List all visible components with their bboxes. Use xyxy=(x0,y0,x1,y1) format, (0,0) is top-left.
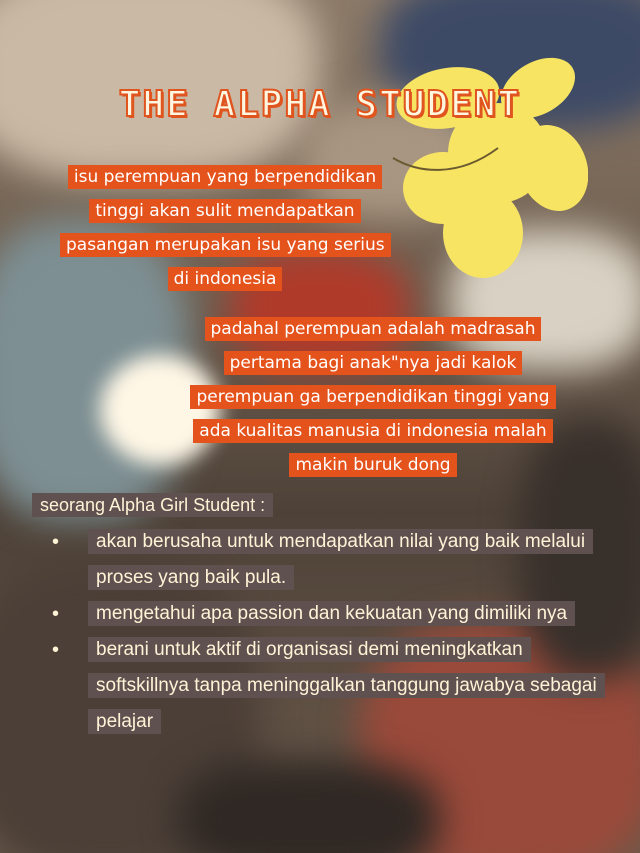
bg-blob xyxy=(180,760,440,853)
list-item-text: berani untuk aktif di organisasi demi meningkatkan softskillnya tanpa meninggalkan tanggung jawabya sebagai pelajar xyxy=(88,637,605,734)
page-title: THE ALPHA STUDENT xyxy=(118,84,522,125)
traits-list xyxy=(42,524,602,740)
list-item xyxy=(42,632,602,740)
argument-text: padahal perempuan adalah madrasah pertama bagi anak"nya jadi kalok perempuan ga berpendidikan tinggi yang ada kualitas manusia di indonesia malah makin buruk dong xyxy=(190,317,555,477)
bullet-icon: • xyxy=(52,531,60,553)
list-item-text: akan berusaha untuk mendapatkan nilai yang baik melalui proses yang baik pula. xyxy=(88,529,593,590)
issue-text: isu perempuan yang berpendidikan tinggi akan sulit mendapatkan pasangan merupakan isu yang serius di indonesia xyxy=(60,165,391,291)
list-heading-text: seorang Alpha Girl Student : xyxy=(32,493,273,517)
bullet-icon: • xyxy=(52,603,60,625)
list-item xyxy=(42,596,602,632)
list-item xyxy=(42,524,602,596)
list-item-text: mengetahui apa passion dan kekuatan yang dimiliki nya xyxy=(88,601,575,626)
flower-icon xyxy=(388,48,588,278)
text-block-argument xyxy=(188,312,558,482)
list-heading xyxy=(32,489,273,521)
text-block-issue xyxy=(60,160,390,296)
bullet-icon: • xyxy=(52,639,60,661)
